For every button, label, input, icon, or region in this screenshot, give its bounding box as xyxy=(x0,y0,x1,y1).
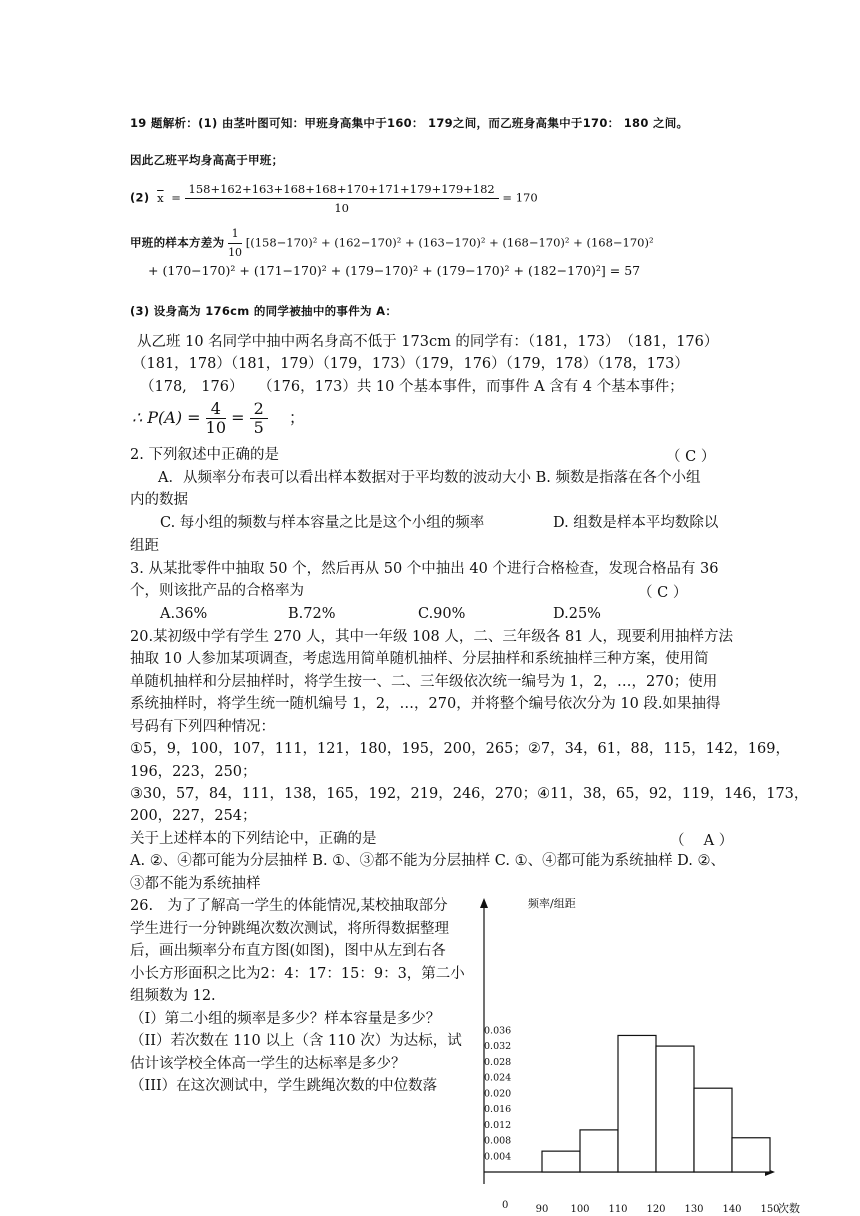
q20-line: ③30，57，84，111，138，165，192，219，246，270；④11，38，65，92，119，146，173， xyxy=(130,786,809,802)
q20-line: 196，223，250； xyxy=(130,764,257,780)
q19-variance-line1 xyxy=(130,225,654,262)
x-axis-label: 次数 xyxy=(778,1202,800,1215)
q20-line: 单随机抽样和分层抽样时，将学生按一、二、三年级依次统一编号为 1，2，…，270；使用 xyxy=(130,674,718,690)
origin-label: 0 xyxy=(502,1200,509,1211)
q20-line: 关于上述样本的下列结论中，正确的是 xyxy=(130,831,377,847)
y-tick-label: 0.020 xyxy=(484,1088,512,1100)
q20-line: 20.某初级中学有学生 270 人，其中一年级 108 人，二、三年级各 81 人，现要利用抽样方法 xyxy=(130,629,734,645)
histogram-bar xyxy=(732,1138,770,1172)
q2-stem: 2. 下列叙述中正确的是 xyxy=(130,447,279,463)
q26-line: 组频数为 12. xyxy=(130,988,216,1004)
q20-options: A. ②、④都可能为分层抽样 B. ①、③都不能为分层抽样 C. ①、④都可能为系统抽样 D. ②、 xyxy=(130,853,726,869)
q2-option-c: C. 每小组的频数与样本容量之比是这个小组的频率 xyxy=(160,515,485,531)
x-tick-label: 120 xyxy=(646,1204,666,1215)
histogram-bar xyxy=(656,1046,694,1172)
q26-line: （III）在这次测试中，学生跳绳次数的中位数落 xyxy=(130,1078,438,1094)
q3-option-c: C.90% xyxy=(418,606,466,622)
q26-line: 后，画出频率分布直方图(如图)，图中从左到右各 xyxy=(130,943,446,959)
variance-terms-2: + (170−170)² + (171−170)² + (179−170)² + (179−170)² + (182−170)²] = 57 xyxy=(148,263,641,278)
q19-text3: （178, 176） （176，173）共 10 个基本事件，而事件 A 含有 4 个基本事件； xyxy=(140,379,684,395)
q3-option-b: B.72% xyxy=(288,606,336,622)
x-tick-label: 130 xyxy=(684,1204,704,1215)
q19-mean-label: (2) xyxy=(130,190,150,205)
prob-den-1: 10 xyxy=(205,418,227,437)
q20-line: ①5，9，100，107，111，121，180，195，200，265；②7，34，61，88，115，142，169， xyxy=(130,741,790,757)
q2-option-d: D. 组数是样本平均数除以 xyxy=(553,515,719,531)
mean-result: = 170 xyxy=(502,190,538,205)
q3-stem-cont: 个，则该批产品的合格率为 xyxy=(130,583,304,599)
y-tick-label: 0.004 xyxy=(484,1151,512,1163)
q19-text2: （181，178）（181，179）（179，173）（179，176）（179，178）（178，173） xyxy=(132,356,689,372)
q3-option-a: A.36% xyxy=(160,606,208,622)
x-tick-label: 150 xyxy=(760,1204,780,1215)
variance-frac-num: 1 xyxy=(228,225,242,244)
q26-line: 26. 为了了解高一学生的体能情况,某校抽取部分 xyxy=(130,898,448,914)
q3-stem: 3. 从某批零件中抽取 50 个，然后再从 50 个中抽出 40 个进行合格检查，发现合格品有 36 xyxy=(130,561,719,577)
prob-num-1: 4 xyxy=(206,400,226,419)
frequency-histogram xyxy=(470,890,840,1216)
q26-line: （I）第二小组的频率是多少？样本容量是多少？ xyxy=(130,1011,441,1027)
q2-answer: （ C ） xyxy=(666,449,716,465)
x-tick-label: 140 xyxy=(722,1204,742,1215)
variance-frac-den: 10 xyxy=(228,246,243,259)
q19-line1: 19 题解析：(1) 由茎叶图可知：甲班身高集中于160： 179之间，而乙班身高集中于170： 180 之间。 xyxy=(130,116,689,130)
prob-num-2: 2 xyxy=(250,400,268,419)
q26-line: 学生进行一分钟跳绳次数次测试，将所得数据整理 xyxy=(130,921,449,937)
q26-line: 估计该学校全体高一学生的达标率是多少？ xyxy=(130,1056,406,1072)
q20-options-cont: ③都不能为系统抽样 xyxy=(130,876,261,892)
q20-line: 抽取 10 人参加某项调查，考虑选用简单随机抽样、分层抽样和系统抽样三种方案，使用简 xyxy=(130,651,709,667)
histogram-bar xyxy=(542,1151,580,1172)
y-axis-arrow xyxy=(480,898,488,908)
mean-numerator: 158+162+163+168+168+170+171+179+179+182 xyxy=(185,180,499,199)
q3-answer: （ C ） xyxy=(638,585,688,601)
q19-mean-equation: (2) $\overline{x}$ = $\frac{158+162+163+168+168+170+171+179+179+182}{10}$ = 170 xyxy=(130,182,538,215)
q20-line: 200，227，254； xyxy=(130,808,257,824)
y-axis-label: 频率/组距 xyxy=(528,897,576,910)
q2-option-a-cont: 内的数据 xyxy=(130,492,188,508)
q2-option-a: A．从频率分布表可以看出样本数据对于平均数的波动大小 B. 频数是指落在各个小组 xyxy=(158,470,701,486)
x-tick-label: 110 xyxy=(608,1204,628,1215)
y-tick-label: 0.008 xyxy=(484,1135,512,1147)
y-tick-label: 0.012 xyxy=(484,1119,512,1131)
probability-equation: ∴ P(A) = $\frac{4}{10}$ = $\frac{2}{5}$ ； xyxy=(132,399,305,437)
y-tick-label: 0.024 xyxy=(484,1072,512,1084)
q26-line: （II）若次数在 110 以上（含 110 次）为达标，试 xyxy=(130,1033,462,1049)
x-tick-label: 90 xyxy=(535,1204,549,1215)
q2-option-d-cont: 组距 xyxy=(130,538,159,554)
histogram-bar xyxy=(580,1130,618,1172)
y-tick-label: 0.016 xyxy=(484,1104,512,1116)
variance-terms-1: [(158−170)² + (162−170)² + (163−170)² + (168−170)² + (168−170)² xyxy=(245,235,654,250)
q19-text1: 从乙班 10 名同学中抽中两名身高不低于 173cm 的同学有：（181，173） （181，176） xyxy=(137,334,719,350)
y-tick-label: 0.032 xyxy=(484,1041,512,1053)
mean-denominator: 10 xyxy=(334,201,349,215)
q20-line: 系统抽样时，将学生统一随机编号 1，2，…，270，并将整个编号依次分为 10 段.如果抽得 xyxy=(130,696,721,712)
histogram-bar xyxy=(618,1035,656,1172)
prob-den-2: 5 xyxy=(253,418,264,437)
variance-prefix: 甲班的样本方差为 xyxy=(130,235,225,250)
mean-symbol: $\overline{x}$ xyxy=(157,190,164,205)
q19-line2: 因此乙班平均身高高于甲班； xyxy=(130,153,284,167)
y-tick-label: 0.028 xyxy=(484,1056,512,1068)
q20-answer: （ A ） xyxy=(670,833,734,849)
prob-tail: ； xyxy=(288,408,305,427)
q26-line: 小长方形面积之比为2：4：17：15：9：3，第二小 xyxy=(130,966,465,982)
y-tick-label: 0.036 xyxy=(484,1025,512,1037)
q19-part3: (3) 设身高为 176cm 的同学被抽中的事件为 A： xyxy=(130,304,398,318)
probability-prefix: ∴ P(A) = xyxy=(132,408,201,427)
q20-line: 号码有下列四种情况： xyxy=(130,719,275,735)
q3-option-d: D.25% xyxy=(553,606,601,622)
x-tick-label: 100 xyxy=(570,1204,590,1215)
histogram-bar xyxy=(694,1088,732,1172)
